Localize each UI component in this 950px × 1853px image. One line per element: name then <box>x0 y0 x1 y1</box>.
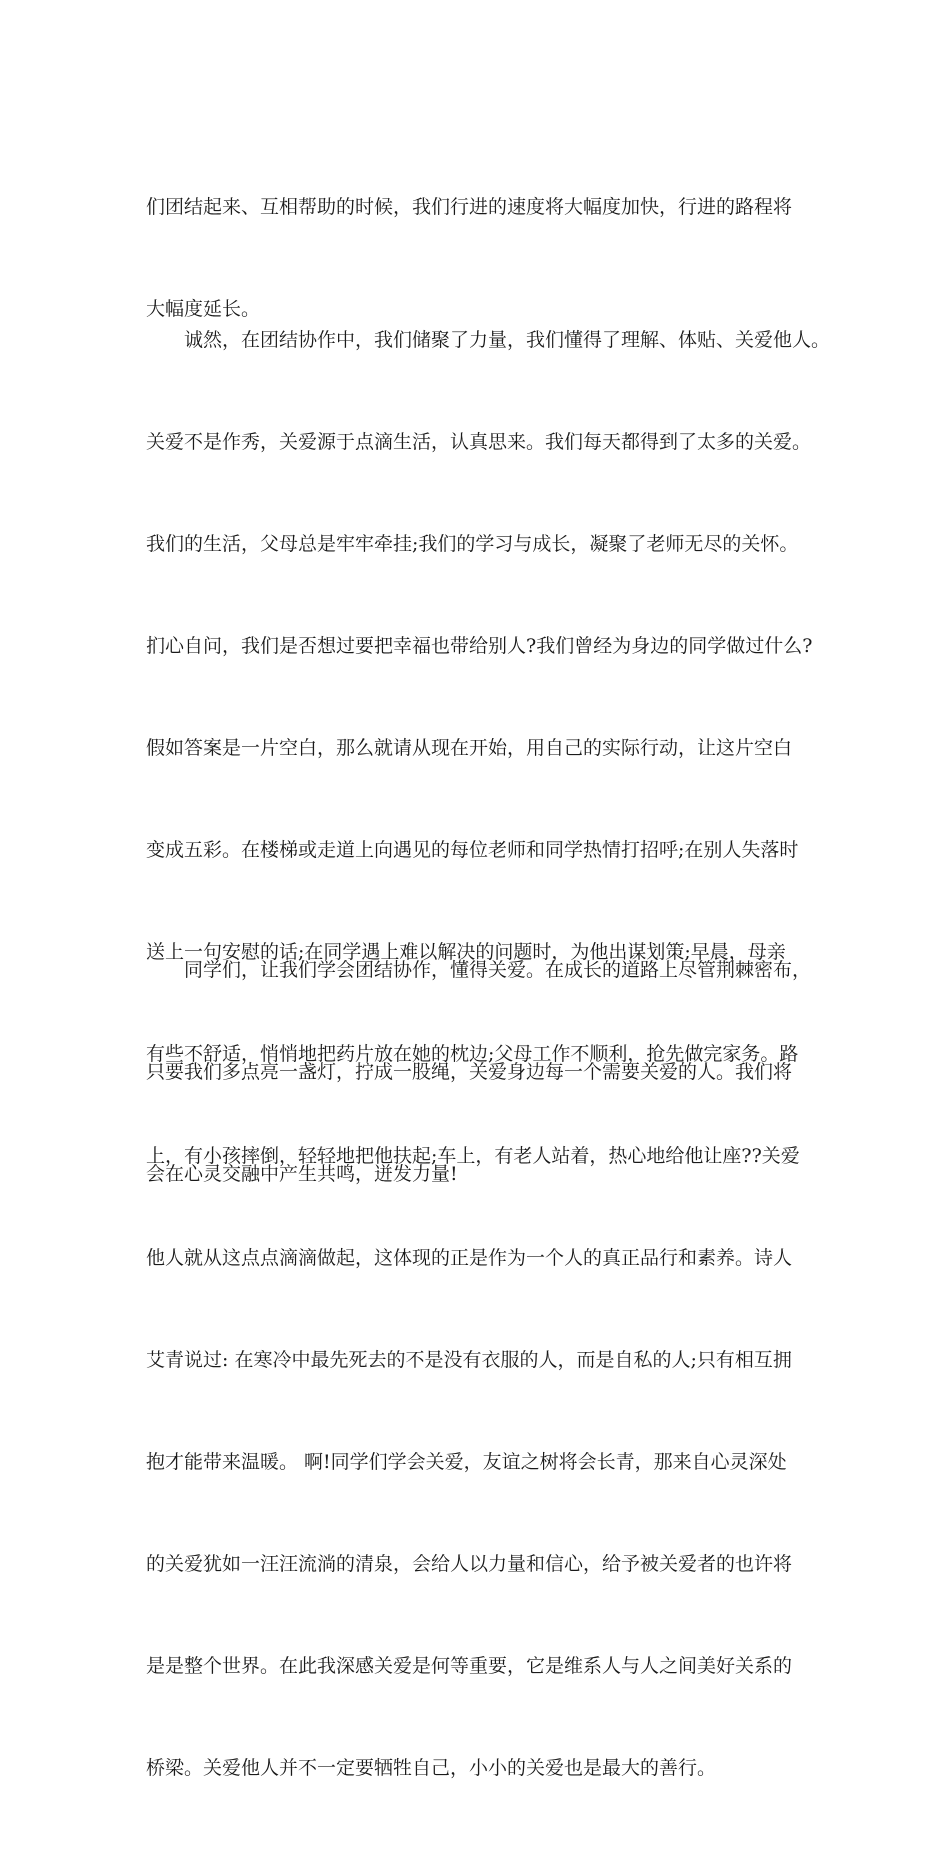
paragraph-line: 抱才能带来温暖。 啊!同学们学会关爱，友谊之树将会长青，那来自心灵深处 <box>146 1451 787 1473</box>
paragraph-line: 关爱不是作秀，关爱源于点滴生活，认真思来。我们每天都得到了太多的关爱。 <box>146 431 812 453</box>
paragraph-line: 艾青说过: 在寒冷中最先死去的不是没有衣服的人，而是自私的人;只有相互拥 <box>146 1349 792 1371</box>
paragraph-line: 的关爱犹如一汪汪流淌的清泉，会给人以力量和信心，给予被关爱者的也许将 <box>146 1553 793 1575</box>
paragraph-line: 大幅度延长。 <box>146 298 261 320</box>
paragraph-line: 诚然，在团结协作中，我们储聚了力量，我们懂得了理解、体贴、关爱他人。 <box>146 329 831 351</box>
paragraph-line: 桥梁。关爱他人并不一定要牺牲自己，小小的关爱也是最大的善行。 <box>146 1757 717 1779</box>
paragraph-line: 只要我们多点亮一盏灯，拧成一股绳，关爱身边每一个需要关爱的人。我们将 <box>146 1061 793 1083</box>
paragraph-line: 变成五彩。在楼梯或走道上向遇见的每位老师和同学热情打招呼;在别人失落时 <box>146 839 799 861</box>
paragraph-line: 们团结起来、互相帮助的时候，我们行进的速度将大幅度加快，行进的路程将 <box>146 196 793 218</box>
paragraph-line: 同学们，让我们学会团结协作，懂得关爱。在成长的道路上尽管荆棘密布， <box>146 959 812 981</box>
paragraph-line: 上，有小孩摔倒，轻轻地把他扶起;车上，有老人站着，热心地给他让座??关爱 <box>146 1145 800 1167</box>
paragraph-line: 送上一句安慰的话;在同学遇上难以解决的问题时，为他出谋划策;早晨，母亲 <box>146 941 786 963</box>
paragraph-line: 会在心灵交融中产生共鸣，迸发力量! <box>146 1163 458 1185</box>
paragraph-line: 我们的生活，父母总是牢牢牵挂;我们的学习与成长，凝聚了老师无尽的关怀。 <box>146 533 799 555</box>
paragraph-line: 是是整个世界。在此我深感关爱是何等重要，它是维系人与人之间美好关系的 <box>146 1655 793 1677</box>
paragraph-line: 假如答案是一片空白，那么就请从现在开始，用自己的实际行动，让这片空白 <box>146 737 793 759</box>
paragraph-line: 有些不舒适，悄悄地把药片放在她的枕边;父母工作不顺利，抢先做完家务。路 <box>146 1043 799 1065</box>
paragraph-line: 他人就从这点点滴滴做起，这体现的正是作为一个人的真正品行和素养。诗人 <box>146 1247 793 1269</box>
paragraph-line: 扪心自问，我们是否想过要把幸福也带给别人?我们曾经为身边的同学做过什么? <box>146 635 813 657</box>
paragraph-3 <box>146 885 826 1259</box>
